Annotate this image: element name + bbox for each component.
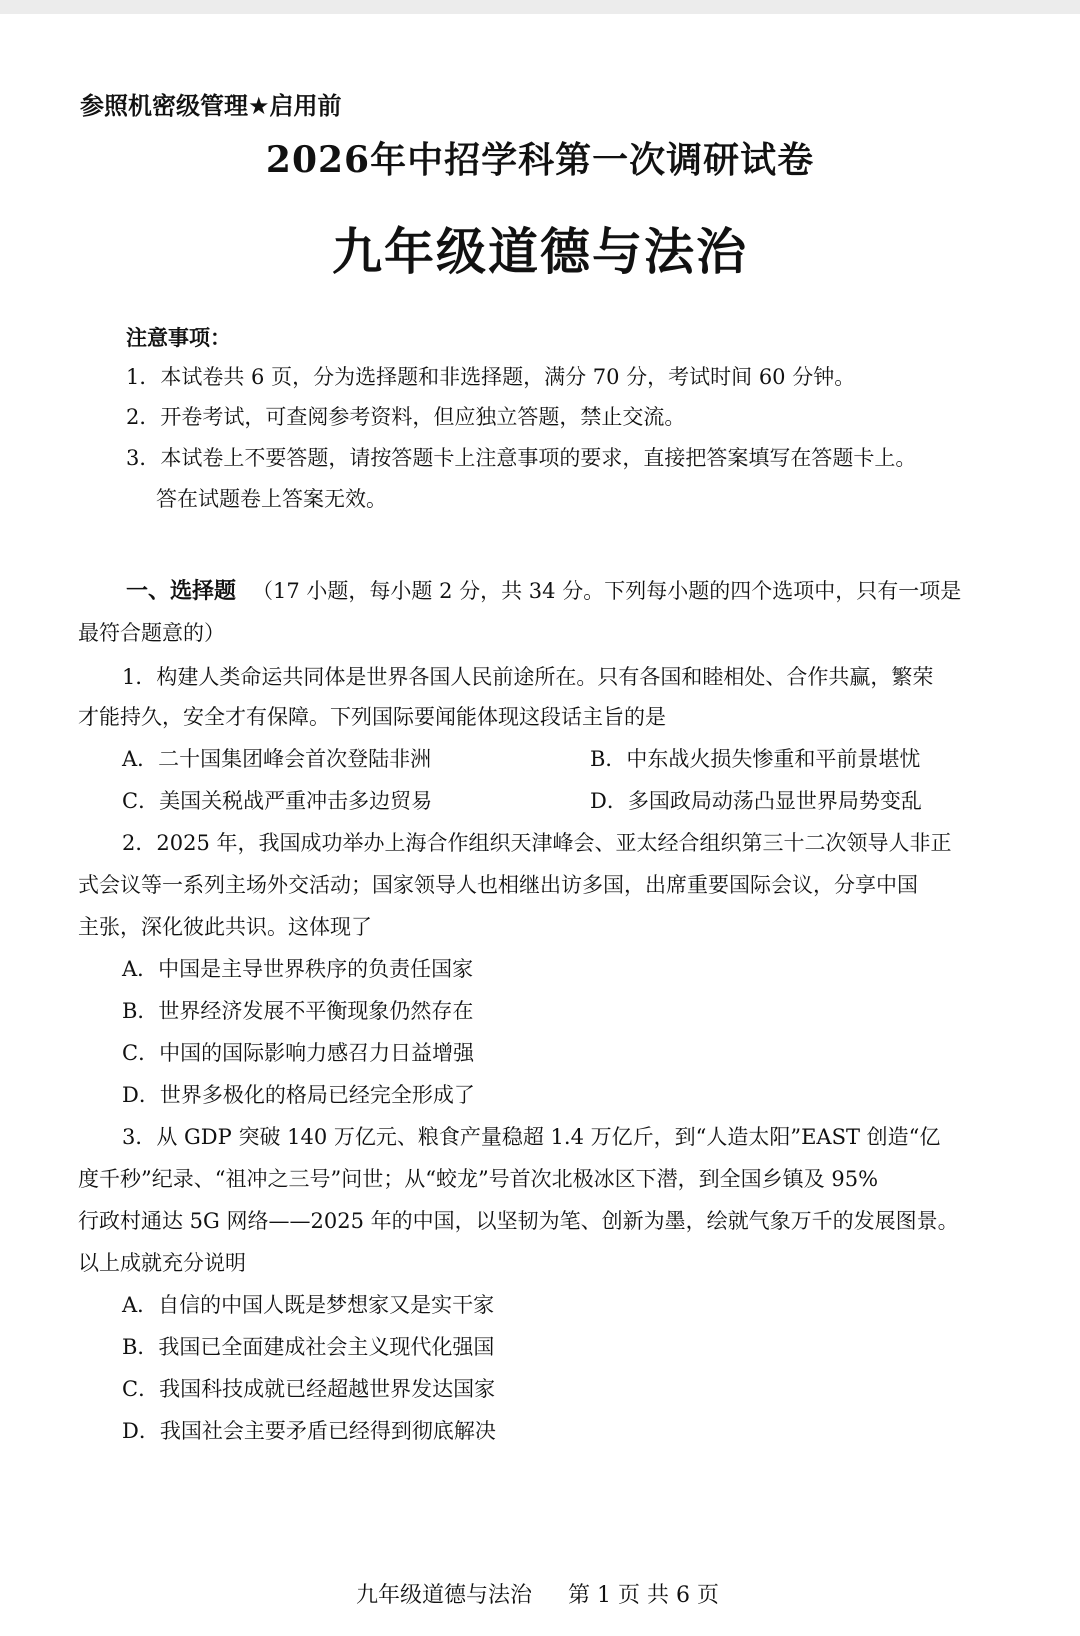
section-heading bbox=[126, 576, 961, 607]
q2-stem-line1: 2．2025 年，我国成功举办上海合作组织天津峰会、亚太经合组织第三十二次领导人非正 bbox=[122, 831, 952, 855]
exam-title: 2026年中招学科第一次调研试卷 bbox=[265, 139, 815, 181]
q2-stem-line3: 主张，深化彼此共识。这体现了 bbox=[78, 915, 372, 939]
q3-stem-line2: 度千秒”纪录、“祖冲之三号”问世；从“蛟龙”号首次北极冰区下潜，到全国乡镇及 95% bbox=[78, 1167, 879, 1191]
q1-option-b: B．中东战火损失惨重和平前景堪忧 bbox=[590, 747, 921, 771]
q1-option-c: C．美国关税战严重冲击多边贸易 bbox=[122, 789, 433, 813]
q1-stem-line2: 才能持久，安全才有保障。下列国际要闻能体现这段话主旨的是 bbox=[78, 705, 666, 729]
q2-option-b: B．世界经济发展不平衡现象仍然存在 bbox=[122, 999, 474, 1023]
scan-top-band bbox=[0, 0, 1080, 14]
section-title: 一、选择题 bbox=[126, 579, 237, 604]
section-instruction: （17 小题，每小题 2 分，共 34 分。下列每小题的四个选项中，只有一项是 bbox=[252, 579, 962, 603]
q3-option-d: D．我国社会主要矛盾已经得到彻底解决 bbox=[122, 1419, 496, 1443]
footer-subject: 九年级道德与法治 bbox=[356, 1583, 533, 1608]
q2-option-c: C．中国的国际影响力感召力日益增强 bbox=[122, 1041, 475, 1065]
subject-title: 九年级道德与法治 bbox=[332, 222, 748, 281]
q2-stem-line2: 式会议等一系列主场外交活动；国家领导人也相继出访多国，出席重要国际会议，分享中国 bbox=[78, 873, 918, 897]
q2-option-a: A．中国是主导世界秩序的负责任国家 bbox=[122, 957, 474, 981]
q1-option-a: A．二十国集团峰会首次登陆非洲 bbox=[122, 747, 432, 771]
q3-stem-line4: 以上成就充分说明 bbox=[78, 1251, 246, 1275]
notes-heading: 注意事项： bbox=[126, 326, 231, 350]
q3-option-b: B．我国已全面建成社会主义现代化强国 bbox=[122, 1335, 495, 1359]
footer-page-info: 第 1 页 共 6 页 bbox=[568, 1583, 719, 1608]
note-item-1: 1．本试卷共 6 页，分为选择题和非选择题，满分 70 分，考试时间 60 分钟。 bbox=[126, 365, 856, 389]
q2-option-d: D．世界多极化的格局已经完全形成了 bbox=[122, 1083, 475, 1107]
q1-option-d: D．多国政局动荡凸显世界局势变乱 bbox=[590, 789, 922, 813]
note-item-3: 3．本试卷上不要答题，请按答题卡上注意事项的要求，直接把答案填写在答题卡上。 bbox=[126, 446, 917, 470]
confidential-label: 参照机密级管理★启用前 bbox=[80, 92, 342, 120]
section-instruction-cont: 最符合题意的） bbox=[78, 621, 225, 645]
q3-option-c: C．我国科技成就已经超越世界发达国家 bbox=[122, 1377, 496, 1401]
page-footer bbox=[356, 1578, 719, 1609]
q3-option-a: A．自信的中国人既是梦想家又是实干家 bbox=[122, 1293, 495, 1317]
note-item-2: 2．开卷考试，可查阅参考资料，但应独立答题，禁止交流。 bbox=[126, 405, 686, 429]
q3-stem-line3: 行政村通达 5G 网络——2025 年的中国，以坚韧为笔、创新为墨，绘就气象万千的发展图景。 bbox=[78, 1209, 959, 1233]
q3-stem-line1: 3．从 GDP 突破 140 万亿元、粮食产量稳超 1.4 万亿斤，到“人造太阳”EAST 创造“亿 bbox=[122, 1125, 941, 1149]
q1-stem-line1: 1．构建人类命运共同体是世界各国人民前途所在。只有各国和睦相处、合作共赢，繁荣 bbox=[122, 665, 934, 689]
note-item-3-cont: 答在试题卷上答案无效。 bbox=[156, 487, 387, 511]
